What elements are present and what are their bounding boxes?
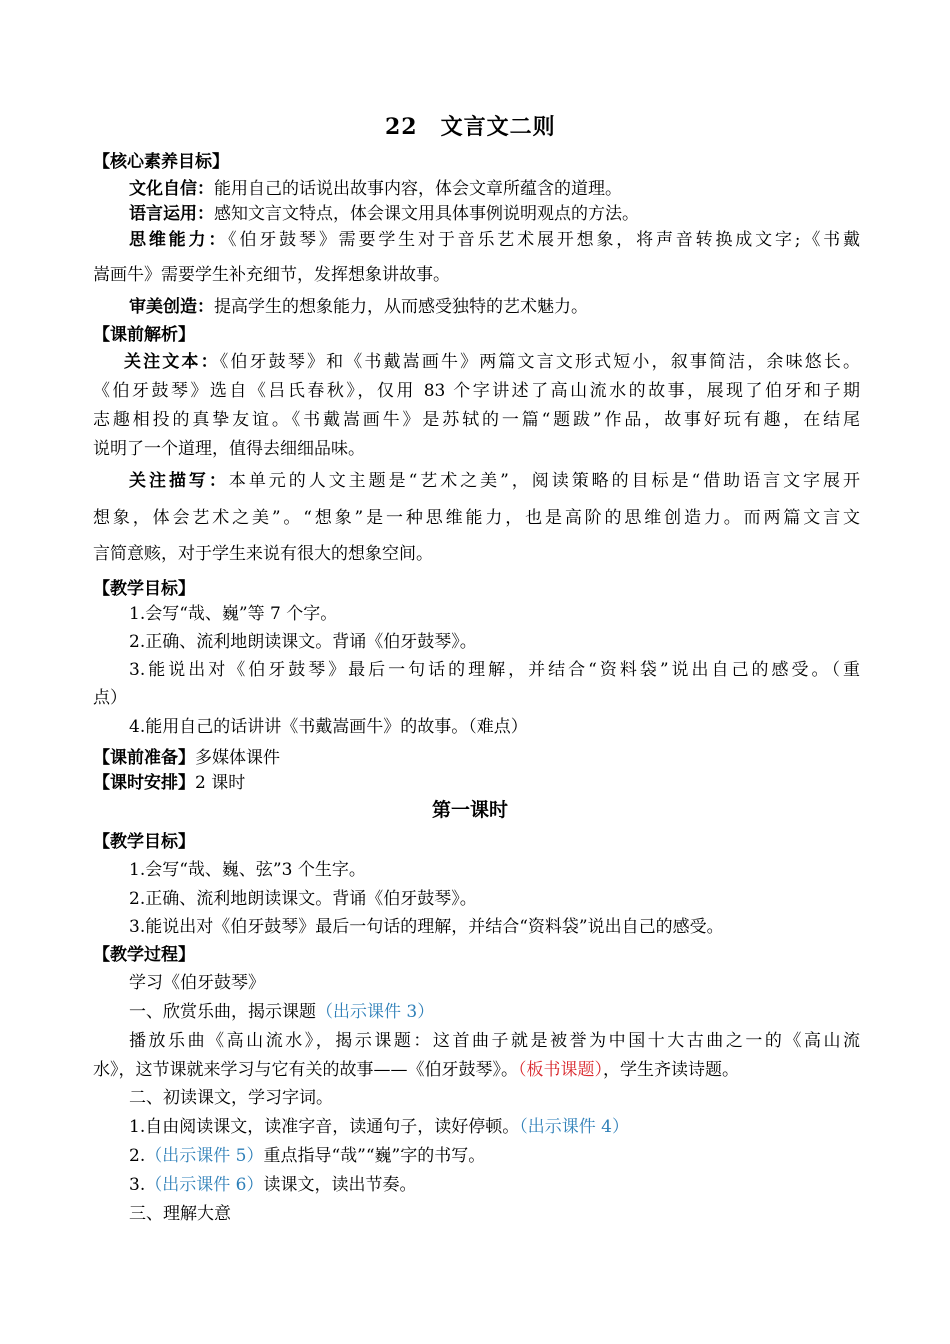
section-header-analysis: 【课前解析】	[93, 325, 195, 345]
courseware-note: （出示课件 3）	[316, 1002, 435, 1022]
analysis-desc-content1: 本单元的人文主题是“艺术之美”，阅读策略的目标是“借助语言文字展开	[228, 471, 860, 491]
document-title: 22 文言文二则	[385, 114, 556, 140]
process-step2-item3-num: 3.	[129, 1175, 146, 1195]
process-step1-text: 一、欣赏乐曲，揭示课题	[129, 1002, 316, 1022]
process-step2: 二、初读课文，学习字词。	[129, 1088, 333, 1108]
goal-language-label: 语言运用：	[129, 204, 214, 224]
process-step1-body-tail: ，学生齐读诗题。	[603, 1060, 739, 1080]
goal-aesthetic-text: 提高学生的想象能力，从而感受独特的艺术魅力。	[214, 297, 588, 317]
prep-line	[93, 747, 280, 769]
section-header-core-goals: 【核心素养目标】	[93, 152, 229, 172]
courseware-note: （出示课件 4）	[519, 1117, 629, 1137]
schedule-text: 2 课时	[195, 773, 246, 793]
schedule-header: 【课时安排】	[93, 773, 195, 793]
analysis-desc-line2: 想象，体会艺术之美”。“想象”是一种思维能力，也是高阶的思维创造力。而两篇文言文	[93, 508, 860, 528]
goal-thinking-text1: 《伯牙鼓琴》需要学生对于音乐艺术展开想象，将声音转换成文字;《书戴	[228, 230, 861, 250]
teaching-goal-item: 4.能用自己的话讲讲《书戴嵩画牛》的故事。（难点）	[129, 717, 528, 737]
goal-language-text: 感知文言文特点，体会课文用具体事例说明观点的方法。	[214, 204, 639, 224]
courseware-note: （出示课件 6）	[145, 1175, 264, 1195]
analysis-text-label: 关注文本：	[124, 352, 220, 372]
analysis-text-line2: 《伯牙鼓琴》选自《吕氏春秋》，仅用 83 个字讲述了高山流水的故事，展现了伯牙和子期	[93, 381, 860, 401]
teaching-goal-item: 1.会写“哉、巍”等 7 个字。	[129, 604, 338, 624]
lesson1-goal-item: 1.会写“哉、巍、弦”3 个生字。	[129, 860, 366, 880]
process-step2-item1-text: 1.自由阅读课文，读准字音，读通句子，读好停顿。	[129, 1117, 520, 1137]
goal-culture-text: 能用自己的话说出故事内容，体会文章所蕴含的道理。	[214, 179, 622, 199]
process-study: 学习《伯牙鼓琴》	[129, 973, 265, 993]
prep-text: 多媒体课件	[195, 748, 280, 768]
section-header-lesson1-goals: 【教学目标】	[93, 832, 195, 852]
lesson1-goal-item: 3.能说出对《伯牙鼓琴》最后一句话的理解，并结合“资料袋”说出自己的感受。	[129, 917, 724, 937]
analysis-desc-line3: 言简意赅，对于学生来说有很大的想象空间。	[93, 544, 433, 564]
process-step3: 三、理解大意	[129, 1204, 231, 1224]
goal-culture-label: 文化自信：	[129, 179, 214, 199]
analysis-text-line1	[124, 351, 860, 373]
section-header-teaching-goals: 【教学目标】	[93, 579, 195, 599]
process-step1	[129, 1001, 434, 1023]
goal-aesthetic	[129, 296, 588, 318]
process-step1-body-line2	[93, 1059, 739, 1081]
lesson1-title: 第一课时	[432, 799, 509, 821]
teaching-goal-item: 2.正确、流利地朗读课文。背诵《伯牙鼓琴》。	[129, 632, 477, 652]
process-step2-item2-num: 2.	[129, 1146, 146, 1166]
goal-thinking-line2: 嵩画牛》需要学生补充细节，发挥想象讲故事。	[93, 265, 450, 285]
prep-header: 【课前准备】	[93, 748, 195, 768]
process-step2-item1	[129, 1116, 629, 1138]
process-step2-item3	[129, 1174, 416, 1196]
goal-thinking-line1	[129, 229, 860, 251]
goal-aesthetic-label: 审美创造：	[129, 297, 214, 317]
goal-language	[129, 203, 639, 225]
section-header-process: 【教学过程】	[93, 945, 195, 965]
lesson1-goal-item: 2.正确、流利地朗读课文。背诵《伯牙鼓琴》。	[129, 889, 477, 909]
process-step2-item2-text: 重点指导“哉”“巍”字的书写。	[263, 1146, 486, 1166]
analysis-desc-line1	[129, 470, 860, 492]
analysis-text-content1: 《伯牙鼓琴》和《书戴嵩画牛》两篇文言文形式短小，叙事简洁，余味悠长。	[219, 352, 861, 372]
process-step1-body-text: 水》，这节课就来学习与它有关的故事——《伯牙鼓琴》。	[93, 1060, 518, 1080]
process-step2-item2	[129, 1145, 485, 1167]
courseware-note: （出示课件 5）	[145, 1146, 264, 1166]
analysis-text-line3: 志趣相投的真挚友谊。《书戴嵩画牛》是苏轼的一篇“题跋”作品，故事好玩有趣，在结尾	[93, 410, 860, 430]
analysis-text-line4: 说明了一个道理，值得去细细品味。	[93, 439, 365, 459]
schedule-line	[93, 772, 245, 794]
analysis-desc-label: 关注描写：	[129, 471, 229, 491]
teaching-goal-item: 3.能说出对《伯牙鼓琴》最后一句话的理解，并结合“资料袋”说出自己的感受。（重	[129, 660, 860, 680]
process-step2-item3-text: 读课文，读出节奏。	[263, 1175, 417, 1195]
goal-culture	[129, 178, 622, 200]
process-step1-body-line1: 播放乐曲《高山流水》，揭示课题：这首曲子就是被誉为中国十大古曲之一的《高山流	[129, 1031, 860, 1051]
goal-thinking-label: 思维能力：	[129, 230, 229, 250]
board-note: （板书课题）	[518, 1060, 603, 1080]
teaching-goal-item-continued: 点）	[93, 688, 127, 708]
